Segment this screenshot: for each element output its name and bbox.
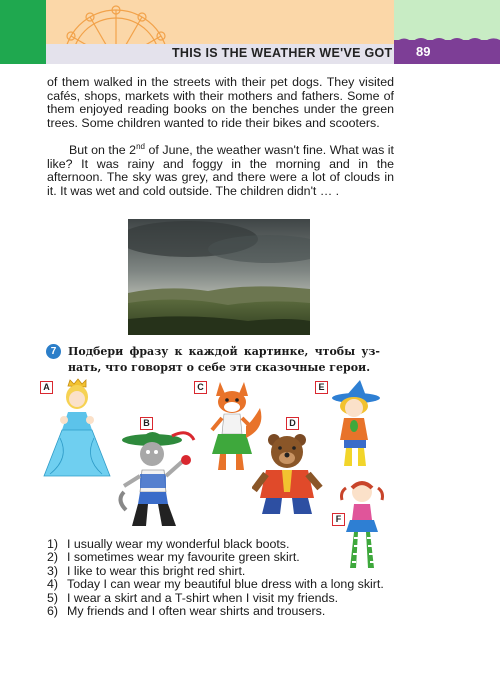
label-f: F: [332, 513, 345, 526]
header-purple-block: [394, 40, 500, 64]
item-number: 1): [47, 537, 59, 551]
page-number: 89: [416, 44, 431, 59]
item-number: 2): [47, 550, 59, 565]
item-text: Today I can wear my beautiful blue dress with a long skirt.: [67, 577, 384, 592]
label-d: D: [286, 417, 299, 430]
task-line-2: нать, что говорят о себе эти сказочные герои.: [68, 361, 371, 374]
list-item: [47, 605, 399, 618]
header-wave-shape: [394, 34, 500, 64]
paragraph-1: of them walked in the streets with their pet dogs. They visited cafés, shops, markets with their mothers and fathers. Some of them enjoyed reading books on the benches under the green trees. Some children wanted to ride their bikes and scooters.: [47, 75, 394, 130]
list-item: [47, 538, 399, 551]
girl-blue-hat-illustration: [330, 378, 384, 472]
ferris-wheel-icon: [46, 0, 394, 44]
paragraph-2-rest: of June, the weather wasn't fine. What was it like? It was rainy and foggy in the morning and in the afternoon. The sky was grey, and there were a lot of clouds in it. It was wet and cold outside. The children didn't … .: [47, 143, 394, 198]
rainy-landscape-photo: [128, 219, 310, 335]
superscript-nd: nd: [136, 141, 145, 151]
list-item: [47, 592, 399, 605]
item-text: I wear a skirt and a T-shirt when I visit my friends.: [67, 590, 339, 605]
label-b: B: [140, 417, 153, 430]
paragraph-2: [47, 141, 394, 198]
item-text: I sometimes wear my favourite green skirt.: [67, 550, 300, 565]
item-text: I usually wear my wonderful black boots.: [67, 537, 290, 551]
bear-illustration: [252, 432, 324, 518]
list-item: [47, 565, 399, 578]
item-text: My friends and I often wear shirts and trousers.: [67, 604, 326, 619]
label-a: A: [40, 381, 53, 394]
sentence-list: [47, 538, 399, 618]
task-line-1: Подбери фразу к каждой картинке, чтобы уз-: [68, 345, 380, 358]
item-number: 6): [47, 604, 59, 619]
label-e: E: [315, 381, 328, 394]
header-ferris-wheel-band: [46, 0, 394, 44]
cinderella-illustration: [40, 378, 112, 480]
list-item: [47, 551, 399, 564]
task-number-badge: 7: [46, 344, 61, 359]
item-number: 4): [47, 577, 59, 592]
item-text: I like to wear this bright red shirt.: [67, 563, 246, 578]
puss-in-boots-illustration: [112, 430, 204, 532]
list-item: [47, 578, 399, 591]
header-green-block: [0, 0, 46, 64]
item-number: 3): [47, 563, 59, 578]
page-title: THIS IS THE WEATHER WE'VE GOT: [172, 46, 393, 60]
paragraph-2-start: But on the 2: [69, 143, 137, 157]
task-instruction: [68, 344, 380, 376]
item-number: 5): [47, 590, 59, 605]
label-c: C: [194, 381, 207, 394]
